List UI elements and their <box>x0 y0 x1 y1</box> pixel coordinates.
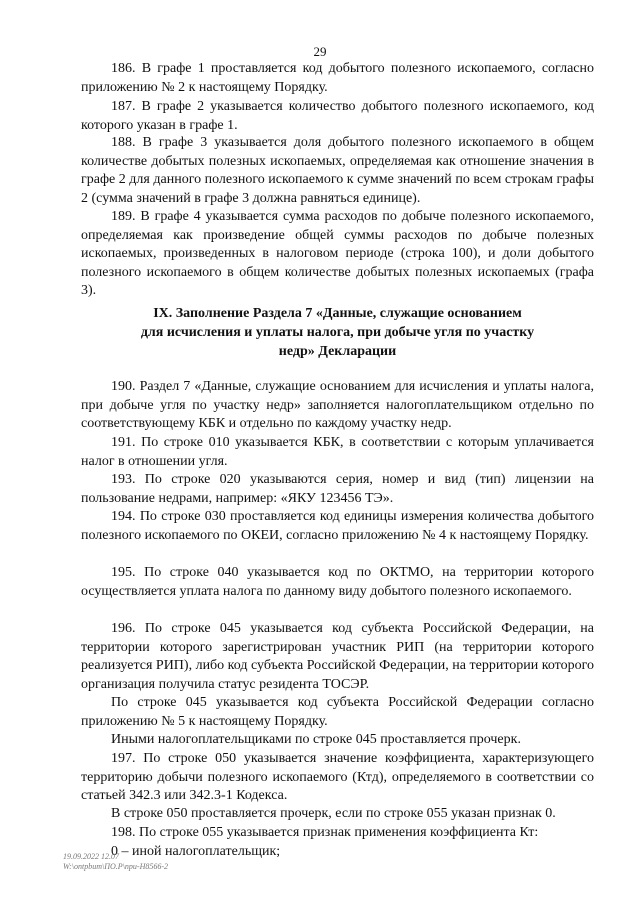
paragraph-186: 186. В графе 1 проставляется код добытого полезного ископаемого, согласно приложению № 2 к настоящему Порядку. <box>81 61 594 95</box>
paragraph-196: 196. По строке 045 указывается код субъекта Российской Федерации, на территории которого зарегистрирован участник РИП (на территории которого реализуется РИП), либо код субъекта Российской Федерации, на территории которого организация получила статус резидента ТОСЭР. <box>81 621 594 692</box>
paragraph-197: 197. По строке 050 указывается значение коэффициента, характеризующего территорию добычи полезного ископаемого (Ктд), определяемого в соответствии со статьей 342.3 или 342.3-1 Кодекса. <box>81 751 594 804</box>
paragraph-194: 194. По строке 030 проставляется код единицы измерения количества добытого полезного ископаемого по ОКЕИ, согласно приложению № 4 к настоящему Порядку. <box>81 509 594 543</box>
section-heading-line-2: для исчисления и уплаты налога, при добыче угля по участку <box>140 325 535 340</box>
page-number: 29 <box>313 44 327 59</box>
section-heading-line-3: недр» Декларации <box>278 344 397 359</box>
paragraph-050-dash: В строке 050 проставляется прочерк, если по строке 055 указан признак 0. <box>111 806 556 821</box>
paragraph-198: 198. По строке 055 указывается признак применения коэффициента Кт: <box>111 825 539 840</box>
paragraph-195: 195. По строке 040 указывается код по ОКТМО, на территории которого осуществляется уплата налога по данному виду добытого полезного ископаемого. <box>81 565 594 599</box>
section-heading-line-1: IX. Заполнение Раздела 7 «Данные, служащие основанием <box>153 306 522 321</box>
paragraph-045-dash: Иными налогоплательщиками по строке 045 проставляется прочерк. <box>111 732 521 747</box>
paragraph-187: 187. В графе 2 указывается количество добытого полезного ископаемого, код которого указан в графе 1. <box>81 99 594 133</box>
paragraph-zero-other: 0 – иной налогоплательщик; <box>111 844 281 859</box>
paragraph-193: 193. По строке 020 указываются серия, номер и вид (тип) лицензии на пользование недрами, например: «ЯКУ 123456 ТЭ». <box>81 472 594 506</box>
footer-path: W:\ontpbum\ПО.Р\при-Н8566-2 <box>63 862 169 871</box>
section-heading <box>81 304 594 361</box>
paragraph-189: 189. В графе 4 указывается сумма расходов по добыче полезного ископаемого, определяемая как произведение общей суммы расходов по добыче полезных ископаемых, произведенных в налоговом периоде (строка 100), и доли добытого полезного ископаемого в общем количестве добытых полезных ископаемых (графа 3). <box>81 209 594 299</box>
paragraph-191: 191. По строке 010 указывается КБК, в соответствии с которым уплачивается налог в отношении угля. <box>81 435 594 469</box>
footer-date: 19.09.2022 12.07 <box>63 852 119 861</box>
footer-stamp <box>63 852 168 872</box>
paragraph-045-code: По строке 045 указывается код субъекта Российской Федерации согласно приложению № 5 к настоящему Порядку. <box>81 695 594 729</box>
paragraph-190: 190. Раздел 7 «Данные, служащие основанием для исчисления и уплаты налога, при добыче угля по участку недр» заполняется налогоплательщиком отдельно по соответствующему КБК и отдельно по каждому участку недр. <box>81 379 594 432</box>
paragraph-188: 188. В графе 3 указывается доля добытого полезного ископаемого в общем количестве добытых полезных ископаемых, определяемая как отношение значения в графе 2 для данного полезного ископаемого к сумме значений по всем строкам графы 2 (сумма значений в графе 3 должна равняться единице). <box>81 135 594 206</box>
